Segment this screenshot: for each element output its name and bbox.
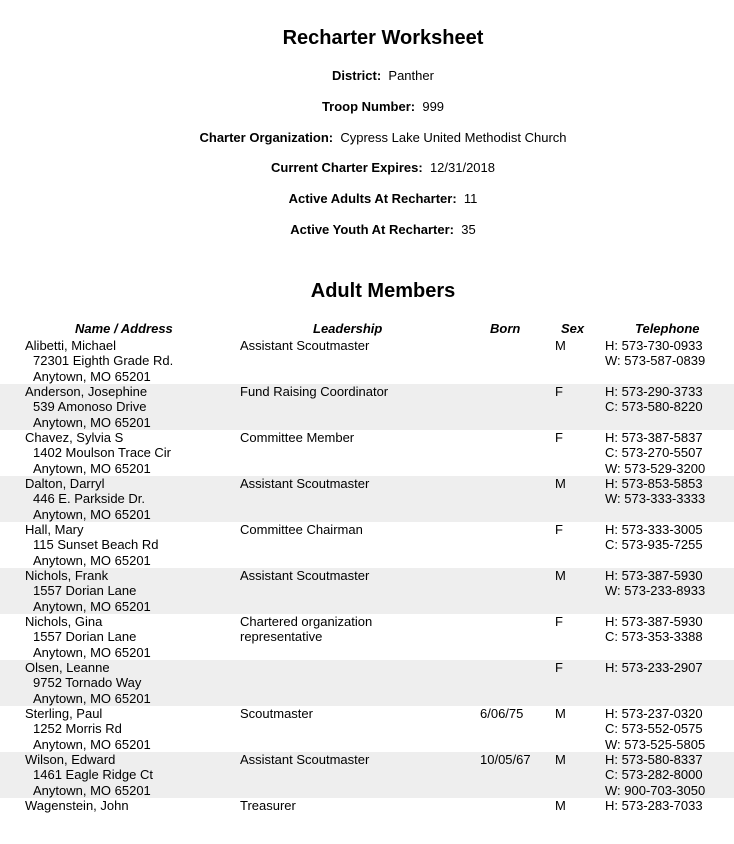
member-name-address bbox=[25, 752, 153, 798]
column-header-leadership: Leadership bbox=[313, 321, 383, 336]
member-telephone bbox=[605, 752, 705, 798]
phone-number: C: 573-282-8000 bbox=[605, 767, 703, 783]
member-name-address bbox=[25, 798, 129, 813]
leadership-line: Assistant Scoutmaster bbox=[240, 568, 370, 583]
phone-number: C: 573-935-7255 bbox=[605, 537, 703, 553]
member-street: 1402 Moulson Trace Cir bbox=[33, 445, 172, 461]
member-leadership bbox=[240, 522, 440, 537]
member-sex: M bbox=[555, 798, 566, 813]
phone-number: W: 573-525-5805 bbox=[605, 736, 706, 752]
leadership-line: Treasurer bbox=[240, 798, 296, 813]
phone-number: H: 573-290-3733 bbox=[605, 384, 703, 399]
member-name: Wagenstein, John bbox=[25, 798, 129, 813]
member-street: 446 E. Parkside Dr. bbox=[33, 491, 145, 507]
active-youth-label: Active Youth At Recharter: bbox=[290, 222, 455, 237]
table-row bbox=[0, 614, 734, 660]
member-name: Hall, Mary bbox=[25, 522, 84, 537]
member-telephone bbox=[605, 660, 703, 675]
member-name-address bbox=[25, 614, 151, 660]
member-name-address bbox=[25, 522, 159, 568]
member-telephone bbox=[605, 430, 705, 476]
member-telephone bbox=[605, 522, 703, 553]
member-name-address bbox=[25, 706, 151, 752]
member-name: Dalton, Darryl bbox=[25, 476, 105, 491]
member-leadership bbox=[240, 614, 440, 645]
member-sex: F bbox=[555, 384, 563, 399]
column-header-sex: Sex bbox=[561, 321, 585, 336]
member-telephone bbox=[605, 384, 703, 415]
member-street: 1557 Dorian Lane bbox=[33, 583, 137, 599]
phone-number: C: 573-270-5507 bbox=[605, 445, 703, 461]
phone-number: W: 900-703-3050 bbox=[605, 782, 706, 798]
troop-number-line bbox=[0, 99, 734, 115]
district-line bbox=[0, 68, 734, 84]
troop-number-label: Troop Number: bbox=[321, 99, 416, 114]
phone-number: H: 573-387-5930 bbox=[605, 568, 703, 583]
leadership-line: representative bbox=[240, 629, 323, 645]
member-sex: F bbox=[555, 614, 563, 629]
member-name-address bbox=[25, 430, 171, 476]
member-sex: M bbox=[555, 568, 566, 583]
table-row bbox=[0, 568, 734, 614]
member-sex: M bbox=[555, 338, 566, 353]
member-name: Sterling, Paul bbox=[25, 706, 103, 721]
active-youth-line bbox=[0, 222, 734, 238]
member-city: Anytown, MO 65201 bbox=[33, 368, 151, 384]
member-leadership bbox=[240, 706, 440, 721]
active-youth-value: 35 bbox=[461, 222, 476, 237]
leadership-line: Fund Raising Coordinator bbox=[240, 384, 389, 399]
table-row bbox=[0, 522, 734, 568]
phone-number: W: 573-587-0839 bbox=[605, 353, 706, 369]
member-name: Anderson, Josephine bbox=[25, 384, 148, 399]
member-telephone bbox=[605, 338, 705, 369]
leadership-line: Chartered organization bbox=[240, 614, 373, 629]
member-leadership bbox=[240, 798, 440, 813]
member-city: Anytown, MO 65201 bbox=[33, 460, 151, 476]
member-city: Anytown, MO 65201 bbox=[33, 414, 151, 430]
member-name: Nichols, Frank bbox=[25, 568, 109, 583]
member-street: 9752 Tornado Way bbox=[33, 675, 142, 691]
member-leadership bbox=[240, 430, 440, 445]
member-born: 6/06/75 bbox=[480, 706, 524, 721]
leadership-line: Scoutmaster bbox=[240, 706, 313, 721]
member-leadership bbox=[240, 752, 440, 767]
phone-number: H: 573-580-8337 bbox=[605, 752, 703, 767]
phone-number: W: 573-233-8933 bbox=[605, 583, 706, 599]
phone-number: H: 573-387-5930 bbox=[605, 614, 703, 629]
member-name: Olsen, Leanne bbox=[25, 660, 110, 675]
leadership-line: Assistant Scoutmaster bbox=[240, 752, 370, 767]
member-city: Anytown, MO 65201 bbox=[33, 598, 151, 614]
member-telephone bbox=[605, 798, 703, 813]
phone-number: H: 573-233-2907 bbox=[605, 660, 703, 675]
member-city: Anytown, MO 65201 bbox=[33, 552, 151, 568]
phone-number: C: 573-552-0575 bbox=[605, 721, 703, 737]
member-street: 1461 Eagle Ridge Ct bbox=[33, 767, 153, 783]
table-row bbox=[0, 752, 734, 798]
column-header-telephone: Telephone bbox=[635, 321, 700, 336]
member-leadership bbox=[240, 476, 440, 491]
member-name-address bbox=[25, 660, 151, 706]
member-sex: M bbox=[555, 706, 566, 721]
column-header-name: Name / Address bbox=[75, 321, 173, 336]
phone-number: H: 573-853-5853 bbox=[605, 476, 703, 491]
member-leadership bbox=[240, 384, 440, 399]
member-leadership bbox=[240, 338, 440, 353]
member-name: Alibetti, Michael bbox=[25, 338, 117, 353]
member-telephone bbox=[605, 614, 703, 645]
member-sex: M bbox=[555, 476, 566, 491]
section-title: Adult Members bbox=[310, 280, 456, 302]
phone-number: H: 573-283-7033 bbox=[605, 798, 703, 813]
phone-number: H: 573-730-0933 bbox=[605, 338, 703, 353]
member-city: Anytown, MO 65201 bbox=[33, 690, 151, 706]
charter-organization-line bbox=[0, 130, 734, 146]
member-born: 10/05/67 bbox=[480, 752, 531, 767]
charter-expires-value: 12/31/2018 bbox=[429, 160, 496, 175]
member-city: Anytown, MO 65201 bbox=[33, 736, 151, 752]
member-city: Anytown, MO 65201 bbox=[33, 506, 151, 522]
member-name: Nichols, Gina bbox=[25, 614, 103, 629]
table-row bbox=[0, 338, 734, 384]
phone-number: H: 573-333-3005 bbox=[605, 522, 703, 537]
members-table bbox=[0, 338, 734, 844]
phone-number: W: 573-529-3200 bbox=[605, 460, 706, 476]
member-name-address bbox=[25, 568, 151, 614]
table-row bbox=[0, 798, 734, 844]
charter-expires-label: Current Charter Expires: bbox=[270, 160, 423, 175]
member-street: 1252 Morris Rd bbox=[33, 721, 122, 737]
member-name: Wilson, Edward bbox=[25, 752, 116, 767]
active-adults-value: 11 bbox=[463, 191, 478, 206]
member-street: 72301 Eighth Grade Rd. bbox=[33, 353, 174, 369]
member-street: 1557 Dorian Lane bbox=[33, 629, 137, 645]
member-sex: F bbox=[555, 522, 563, 537]
member-city: Anytown, MO 65201 bbox=[33, 644, 151, 660]
column-header-born: Born bbox=[490, 321, 521, 336]
charter-organization-label: Charter Organization: bbox=[199, 130, 334, 145]
table-row bbox=[0, 430, 734, 476]
table-row bbox=[0, 706, 734, 752]
member-name: Chavez, Sylvia S bbox=[25, 430, 124, 445]
page-title: Recharter Worksheet bbox=[282, 27, 484, 49]
member-name-address bbox=[25, 338, 173, 384]
member-city: Anytown, MO 65201 bbox=[33, 782, 151, 798]
leadership-line: Assistant Scoutmaster bbox=[240, 338, 370, 353]
member-name-address bbox=[25, 384, 151, 430]
troop-number-value: 999 bbox=[422, 99, 445, 114]
member-street: 115 Sunset Beach Rd bbox=[33, 537, 159, 553]
charter-organization-value: Cypress Lake United Methodist Church bbox=[340, 130, 567, 145]
member-name-address bbox=[25, 476, 151, 522]
member-telephone bbox=[605, 476, 705, 507]
phone-number: H: 573-237-0320 bbox=[605, 706, 703, 721]
member-sex: M bbox=[555, 752, 566, 767]
phone-number: W: 573-333-3333 bbox=[605, 491, 706, 507]
table-row bbox=[0, 476, 734, 522]
charter-expires-line bbox=[0, 160, 734, 176]
active-adults-label: Active Adults At Recharter: bbox=[288, 191, 457, 206]
active-adults-line bbox=[0, 191, 734, 207]
member-leadership bbox=[240, 568, 440, 583]
phone-number: C: 573-353-3388 bbox=[605, 629, 703, 645]
leadership-line: Committee Chairman bbox=[240, 522, 363, 537]
member-street: 539 Amonoso Drive bbox=[33, 399, 147, 415]
leadership-line: Committee Member bbox=[240, 430, 355, 445]
phone-number: H: 573-387-5837 bbox=[605, 430, 703, 445]
district-label: District: bbox=[332, 68, 382, 83]
member-sex: F bbox=[555, 430, 563, 445]
member-sex: F bbox=[555, 660, 563, 675]
member-telephone bbox=[605, 706, 705, 752]
phone-number: C: 573-580-8220 bbox=[605, 399, 703, 415]
district-value: Panther bbox=[388, 68, 434, 83]
leadership-line: Assistant Scoutmaster bbox=[240, 476, 370, 491]
member-telephone bbox=[605, 568, 705, 599]
table-row bbox=[0, 660, 734, 706]
table-row bbox=[0, 384, 734, 430]
